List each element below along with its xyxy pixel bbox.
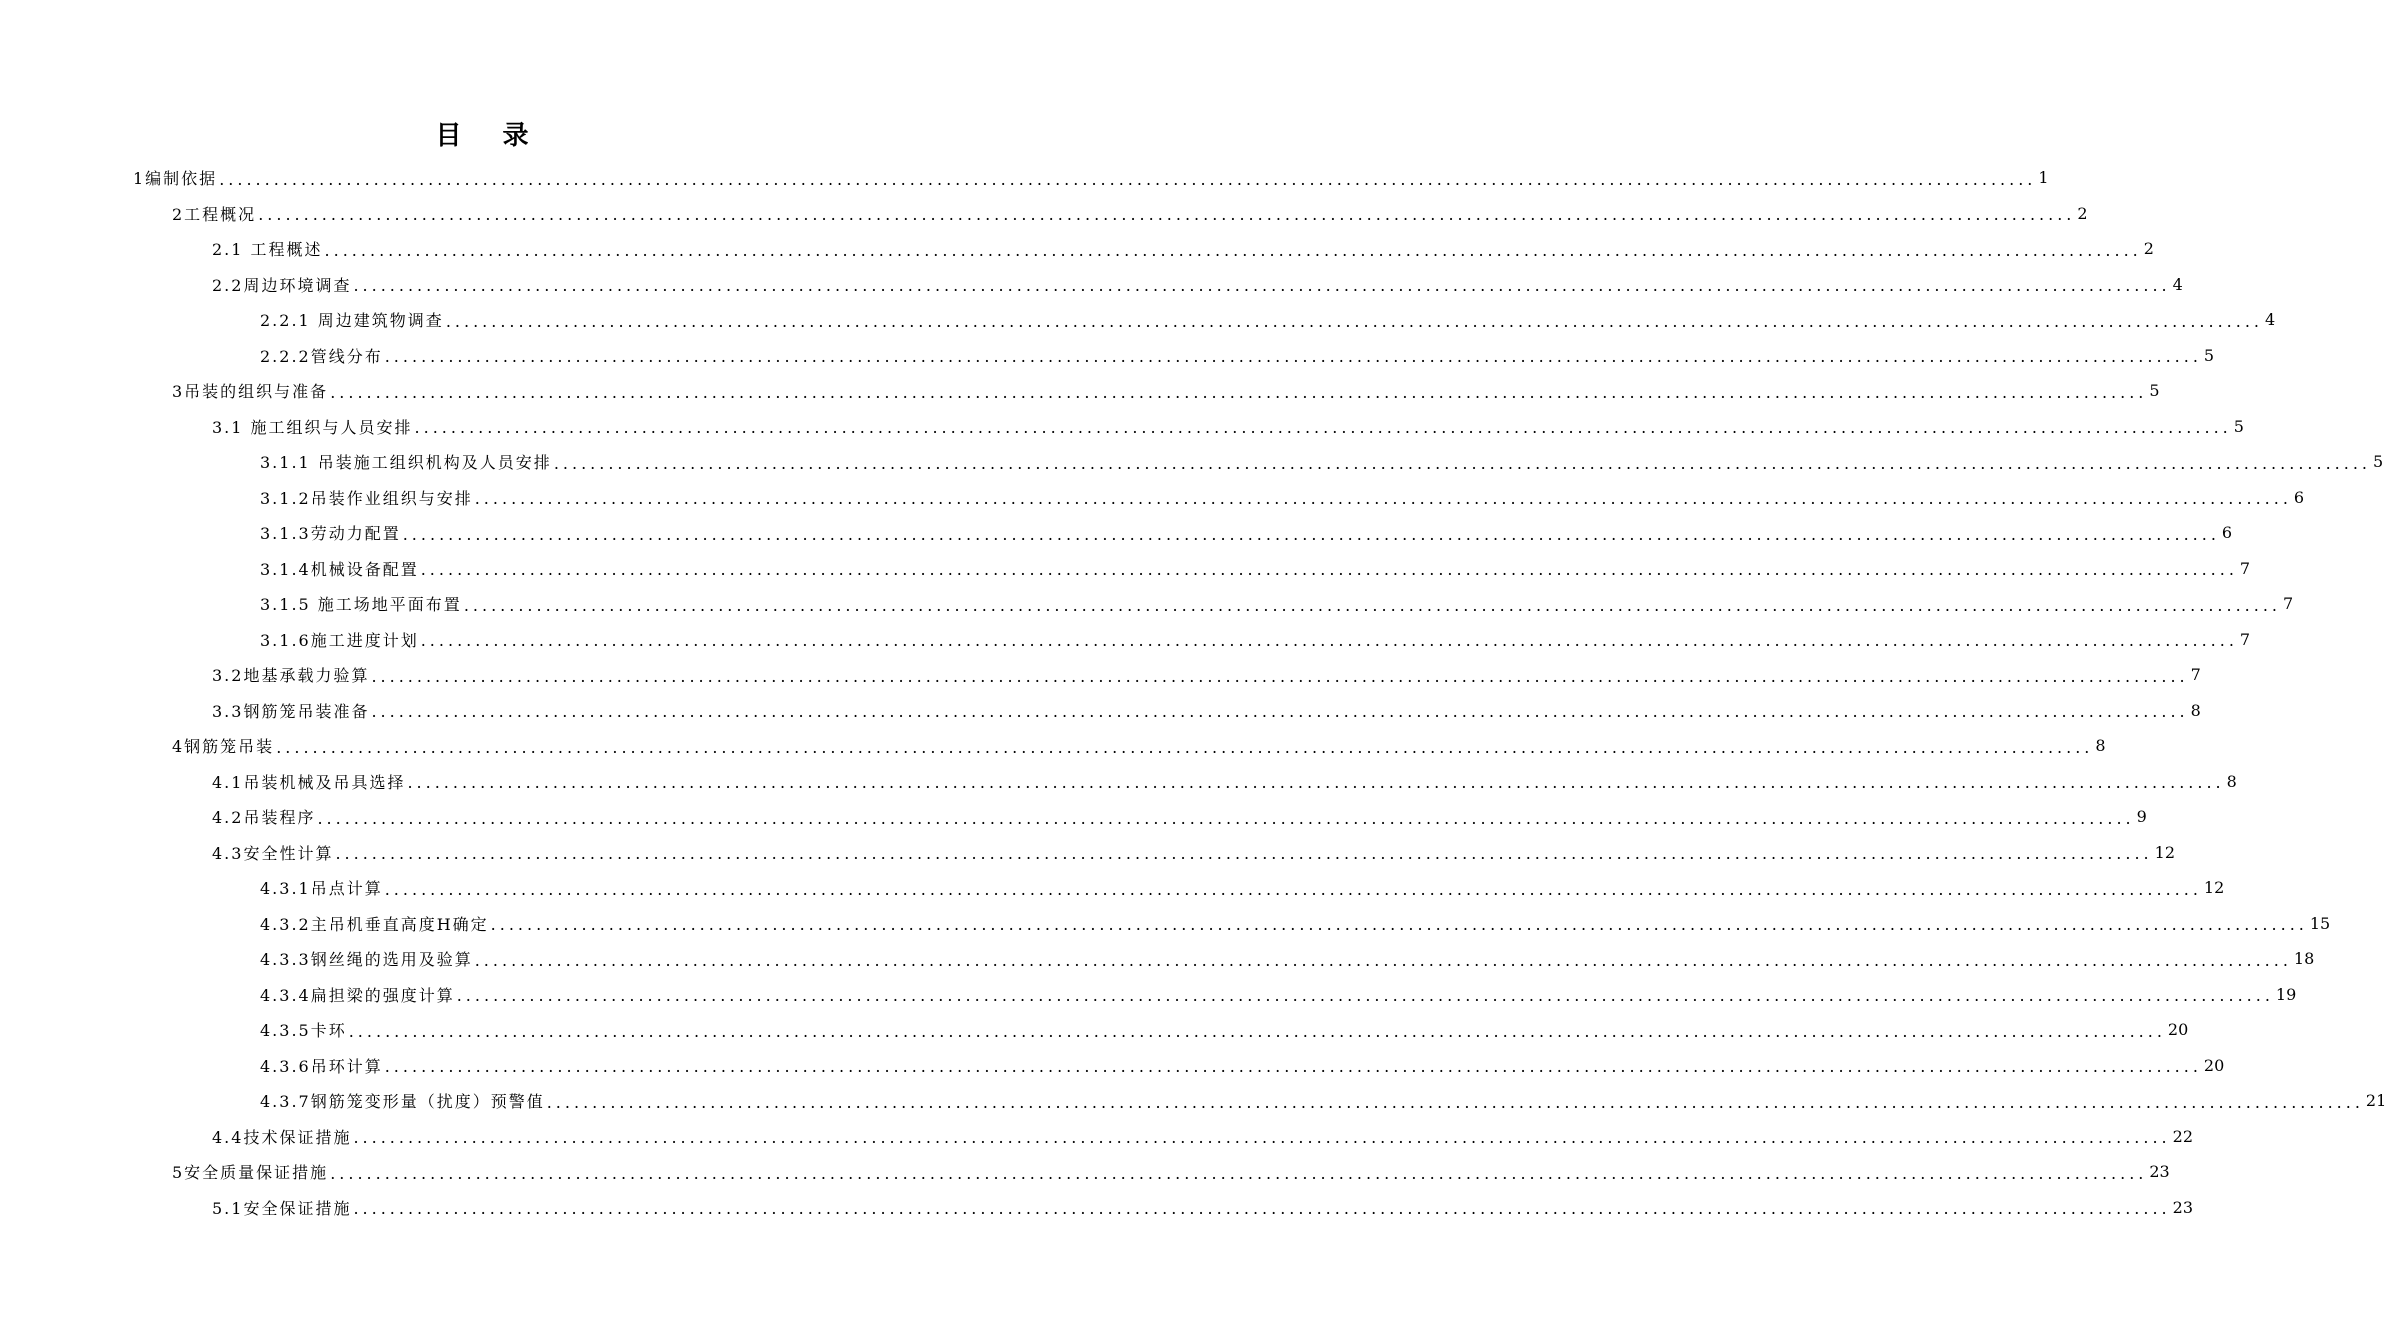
toc-entry-page-number: 23 <box>2149 1162 2170 1181</box>
toc-entry-label: 2.1 工程概述 <box>212 240 323 259</box>
toc-entry[interactable] <box>212 657 2201 692</box>
toc-entry-page-number: 20 <box>2167 1020 2189 1039</box>
toc-entry[interactable] <box>172 196 2088 231</box>
toc-entry-page-number: 20 <box>2203 1055 2225 1075</box>
dot-leader: ........................................................................................................................................................................................................ <box>420 560 2238 579</box>
toc-entry[interactable] <box>212 764 2237 799</box>
dot-leader: ........................................................................................................................................................................................................ <box>420 631 2238 650</box>
toc-entry-label: 3.1.5 施工场地平面布置 <box>260 595 462 614</box>
toc-entry-page-number: 5 <box>2203 345 2215 365</box>
toc-entry-page-number: 15 <box>2309 913 2331 933</box>
toc-entry[interactable] <box>260 302 2276 337</box>
dot-leader: ........................................................................................................................................................................................................ <box>258 205 2076 224</box>
toc-entry-label: 4.3.7钢筋笼变形量（扰度）预警值 <box>260 1092 545 1111</box>
toc-entry-label: 2.2.2管线分布 <box>260 346 383 366</box>
toc-entry[interactable] <box>172 728 2106 763</box>
toc-entry-label: 2.2周边环境调查 <box>212 275 352 295</box>
toc-entry[interactable] <box>212 1119 2193 1154</box>
toc-entry-page-number: 5 <box>2233 416 2244 436</box>
toc-entry[interactable] <box>260 977 2297 1012</box>
toc-entry-page-number: 4 <box>2265 310 2276 329</box>
toc-entry-label: 3.1 施工组织与人员安排 <box>212 417 413 437</box>
toc-entry-label: 1编制依据 <box>133 169 218 188</box>
toc-entry[interactable] <box>260 1083 2386 1118</box>
toc-entry-label: 4.3.5卡环 <box>260 1021 347 1040</box>
toc-entry-page-number: 9 <box>2136 807 2147 826</box>
dot-leader: ........................................................................................................................................................................................................ <box>553 453 2371 473</box>
dot-leader: ........................................................................................................................................................................................................ <box>456 986 2274 1005</box>
toc-entry-label: 4.2吊装程序 <box>212 808 316 827</box>
toc-entry[interactable] <box>260 515 2233 550</box>
toc-entry-label: 5.1安全保证措施 <box>212 1198 352 1218</box>
dot-leader: ........................................................................................................................................................................................................ <box>330 382 2148 402</box>
dot-leader: ........................................................................................................................................................................................................ <box>463 595 2281 615</box>
dot-leader: ........................................................................................................................................................................................................ <box>407 773 2225 792</box>
toc-entry[interactable] <box>172 1154 2170 1189</box>
toc-entry-page-number: 12 <box>2203 878 2225 897</box>
dot-leader: ........................................................................................................................................................................................................ <box>276 737 2094 757</box>
toc-entry-label: 3.2地基承载力验算 <box>212 666 370 685</box>
toc-entry-page-number: 18 <box>2293 949 2315 968</box>
toc-entry-page-number: 8 <box>2190 700 2201 720</box>
dot-leader: ........................................................................................................................................................................................................ <box>474 489 2292 508</box>
dot-leader: ........................................................................................................................................................................................................ <box>317 808 2135 828</box>
toc-entry[interactable] <box>260 622 2251 657</box>
toc-entry-label: 3.1.2吊装作业组织与安排 <box>260 488 473 508</box>
toc-entry-page-number: 5 <box>2373 452 2384 471</box>
page-title: 目 录 <box>435 121 545 151</box>
dot-leader: ........................................................................................................................................................................................................ <box>219 169 2037 189</box>
toc-entry-label: 4钢筋笼吊装 <box>172 737 275 756</box>
toc-entry[interactable] <box>260 941 2315 976</box>
toc-entry-page-number: 8 <box>2226 771 2237 791</box>
toc-entry-page-number: 6 <box>2293 487 2305 507</box>
dot-leader: ........................................................................................................................................................................................................ <box>371 702 2189 721</box>
toc-entry[interactable] <box>260 586 2294 621</box>
toc-entry[interactable] <box>212 693 2201 728</box>
toc-entry-page-number: 23 <box>2172 1197 2193 1217</box>
toc-entry-page-number: 8 <box>2095 736 2106 755</box>
toc-entry[interactable] <box>212 267 2183 302</box>
toc-entry-label: 4.3安全性计算 <box>212 843 334 863</box>
dot-leader: ........................................................................................................................................................................................................ <box>474 950 2292 970</box>
toc-entry-page-number: 19 <box>2275 984 2297 1004</box>
toc-entry-page-number: 7 <box>2190 665 2201 684</box>
toc-entry-page-number: 2 <box>2143 239 2154 258</box>
toc-entry-label: 4.1吊装机械及吊具选择 <box>212 772 406 792</box>
dot-leader: ........................................................................................................................................................................................................ <box>445 311 2263 331</box>
toc-entry-page-number: 2 <box>2077 203 2088 223</box>
dot-leader: ........................................................................................................................................................................................................ <box>353 1128 2171 1147</box>
toc-entry[interactable] <box>260 870 2225 905</box>
dot-leader: ........................................................................................................................................................................................................ <box>335 844 2153 863</box>
toc-entry-page-number: 12 <box>2154 842 2175 862</box>
toc-entry[interactable] <box>212 799 2147 834</box>
dot-leader: ........................................................................................................................................................................................................ <box>330 1163 2148 1183</box>
toc-entry-page-number: 22 <box>2172 1126 2193 1146</box>
toc-entry-label: 4.3.6吊环计算 <box>260 1056 383 1076</box>
toc-entry[interactable] <box>212 231 2154 266</box>
toc-entry-label: 3.1.3劳动力配置 <box>260 524 401 543</box>
dot-leader: ........................................................................................................................................................................................................ <box>402 524 2220 544</box>
toc-entry[interactable] <box>260 1048 2225 1083</box>
dot-leader: ........................................................................................................................................................................................................ <box>384 879 2202 899</box>
dot-leader: ........................................................................................................................................................................................................ <box>324 240 2142 260</box>
toc-entry[interactable] <box>133 160 2049 195</box>
dot-leader: ........................................................................................................................................................................................................ <box>414 418 2232 437</box>
toc-entry[interactable] <box>212 409 2244 444</box>
toc-entry-label: 2工程概况 <box>172 204 257 224</box>
toc-entry-page-number: 4 <box>2172 274 2183 294</box>
toc-entry-label: 4.4技术保证措施 <box>212 1127 352 1147</box>
dot-leader: ........................................................................................................................................................................................................ <box>546 1092 2364 1112</box>
toc-entry[interactable] <box>260 551 2251 586</box>
toc-entry[interactable] <box>260 444 2384 479</box>
toc-entry-label: 3.1.4机械设备配置 <box>260 559 419 579</box>
toc-entry[interactable] <box>212 835 2175 870</box>
toc-entry[interactable] <box>212 1190 2193 1225</box>
toc-entry-label: 5安全质量保证措施 <box>172 1163 329 1182</box>
toc-entry-label: 3.1.1 吊装施工组织机构及人员安排 <box>260 453 552 472</box>
toc-entry-label: 3.1.6施工进度计划 <box>260 630 419 650</box>
dot-leader: ........................................................................................................................................................................................................ <box>490 915 2308 934</box>
toc-entry-label: 3.3钢筋笼吊装准备 <box>212 701 370 721</box>
dot-leader: ........................................................................................................................................................................................................ <box>371 666 2189 686</box>
dot-leader: ........................................................................................................................................................................................................ <box>353 1199 2171 1218</box>
toc-entry-label: 4.3.4扁担梁的强度计算 <box>260 985 455 1005</box>
toc-entry[interactable] <box>260 338 2215 373</box>
toc-entry-page-number: 7 <box>2239 629 2251 649</box>
toc-entry-page-number: 21 <box>2365 1091 2386 1110</box>
toc-entry[interactable] <box>260 906 2331 941</box>
toc-entry-label: 4.3.3钢丝绳的选用及验算 <box>260 950 473 969</box>
toc-entry-page-number: 5 <box>2149 381 2160 400</box>
dot-leader: ........................................................................................................................................................................................................ <box>348 1021 2166 1041</box>
dot-leader: ........................................................................................................................................................................................................ <box>384 1057 2202 1076</box>
toc-entry[interactable] <box>260 480 2305 515</box>
dot-leader: ........................................................................................................................................................................................................ <box>384 347 2202 366</box>
toc-entry-label: 2.2.1 周边建筑物调查 <box>260 311 444 330</box>
toc-entry-label: 4.3.1吊点计算 <box>260 879 383 898</box>
toc-entry[interactable] <box>260 1012 2189 1047</box>
toc-entry-label: 4.3.2主吊机垂直高度H确定 <box>260 914 489 934</box>
toc-entry[interactable] <box>172 373 2160 408</box>
toc-entry-page-number: 1 <box>2038 168 2049 187</box>
toc-entry-page-number: 7 <box>2239 558 2251 578</box>
toc-entry-label: 3吊装的组织与准备 <box>172 382 329 401</box>
toc-entry-page-number: 7 <box>2283 594 2294 613</box>
toc-entry-page-number: 6 <box>2221 523 2233 542</box>
dot-leader: ........................................................................................................................................................................................................ <box>353 276 2171 295</box>
